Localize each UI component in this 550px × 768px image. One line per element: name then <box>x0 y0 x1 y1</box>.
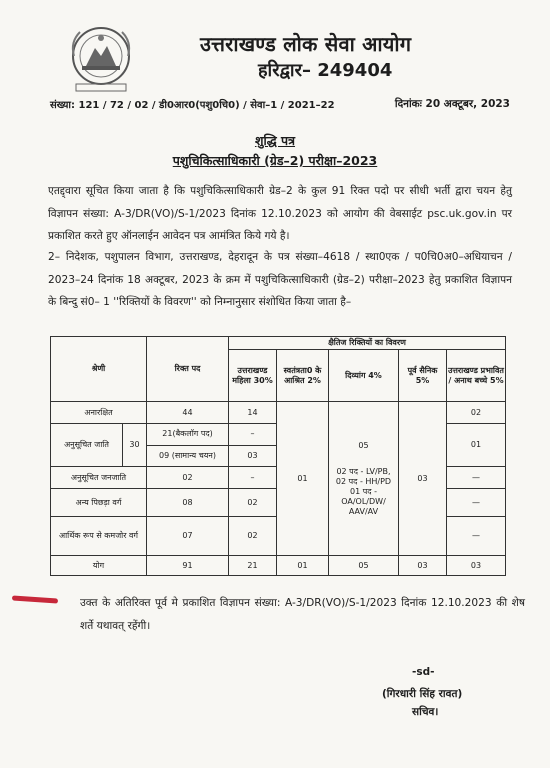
total-divyang: 05 <box>329 556 399 576</box>
org-address: हरिद्वार– 249404 <box>258 60 393 81</box>
row-st-vacancy: 02 <box>147 467 229 489</box>
header-vacancy: रिक्त पद <box>147 337 229 402</box>
row-obc-vacancy: 08 <box>147 489 229 517</box>
row-ews-vacancy: 07 <box>147 517 229 556</box>
signatory-name: (गिरधारी सिंह रावत) <box>382 688 463 700</box>
table-total-row <box>51 556 506 576</box>
row-obc-category: अन्य पिछड़ा वर्ग <box>51 489 147 517</box>
commission-emblem-logo <box>62 22 140 94</box>
table-row <box>51 402 506 424</box>
row-ews-orphan: — <box>447 517 506 556</box>
row-ur-category: अनारक्षित <box>51 402 147 424</box>
paragraph-2: 2– निदेशक, पशुपालन विभाग, उत्तराखण्ड, देहरादून के पत्र संख्या–4618 / स्था0एक / प0चि0अ0–अधियाचन / 2023–24 दिनांक 18 अक्टूबर, 2023 के क्रम में पशुचिकित्साधिकारी (ग्रेड–2) परीक्षा–2023 हेतु प्रकाशित विज्ञापन के बिन्दु सं0– 1 ''रिक्तियों के विवरण'' को निम्नानुसार संशोधित किया जाता है– <box>48 251 512 308</box>
row-obc-women: 02 <box>229 489 277 517</box>
ex-soldier-value: 03 <box>399 402 447 556</box>
red-pen-mark <box>12 595 58 603</box>
header-divyang: दिव्यांग 4% <box>329 350 399 402</box>
row-sc-backlog: 21(बैकलॉग पद) <box>147 423 229 445</box>
total-label: योग <box>51 556 147 576</box>
row-sc-orphan: 01 <box>447 423 506 466</box>
total-women: 21 <box>229 556 277 576</box>
header-orphan: उत्तराखण्ड प्रभावित / अनाथ बच्चे 5% <box>447 350 506 402</box>
row-sc-general: 09 (सामान्य चयन) <box>147 445 229 467</box>
paragraph-1: एतद्द्वारा सूचित किया जाता है कि पशुचिकित्साधिकारी ग्रेड–2 के कुल 91 रिक्त पदो पर सीधी भर्ती द्वारा चयन हेतु विज्ञापन संख्या: A-3/DR(VO)/S-1/2023 दिनांक 12.10.2023 को आयोग की वेबसाईट psc.uk.gov.in पर प्रकाशित करते हुए ऑनलाईन आवेदन पत्र आमंत्रित किये गये है। <box>48 185 512 242</box>
letter-date: दिनांकः 20 अक्टूबर, 2023 <box>394 98 510 110</box>
row-st-orphan: — <box>447 467 506 489</box>
row-ews-women: 02 <box>229 517 277 556</box>
header-freedom-fighter: स्वतंत्रता0 के आश्रित 2% <box>277 350 329 402</box>
vacancy-table <box>50 336 506 576</box>
divyang-detail-4: OA/OL/DW/ <box>341 496 386 506</box>
total-freedom: 01 <box>277 556 329 576</box>
row-sc-backlog-women: – <box>229 423 277 445</box>
header-horizontal-group: क्षैतिज रिक्तियों का विवरण <box>229 337 506 350</box>
row-obc-orphan: — <box>447 489 506 517</box>
row-sc-general-women: 03 <box>229 445 277 467</box>
header-category: श्रेणी <box>51 337 147 402</box>
row-st-category: अनुसूचित जनजाति <box>51 467 147 489</box>
row-st-women: – <box>229 467 277 489</box>
document-subtitle: पशुचिकित्साधिकारी (ग्रेड–2) परीक्षा–2023 <box>172 153 378 168</box>
divyang-detail-1: 02 पद - LV/PB, <box>336 466 391 476</box>
row-sc-total: 30 <box>123 423 147 466</box>
total-orphan: 03 <box>447 556 506 576</box>
divyang-detail-5: AAV/AV <box>348 506 379 516</box>
row-ews-category: आर्थिक रूप से कमजोर वर्ग <box>51 517 147 556</box>
signatory-designation: सचिव। <box>412 706 439 718</box>
row-ur-vacancy: 44 <box>147 402 229 424</box>
row-sc-category: अनुसूचित जाति <box>51 423 123 466</box>
divyang-total: 05 <box>358 440 369 450</box>
divyang-detail-3: 01 पद - <box>350 486 377 496</box>
divyang-cell <box>329 402 399 556</box>
header-ex-soldier: पूर्व सैनिक 5% <box>399 350 447 402</box>
org-name: उत्तराखण्ड लोक सेवा आयोग <box>200 32 412 56</box>
total-vacancy: 91 <box>147 556 229 576</box>
row-ur-orphan: 02 <box>447 402 506 424</box>
total-ex-soldier: 03 <box>399 556 447 576</box>
row-ur-women: 14 <box>229 402 277 424</box>
signature-sd: -sd- <box>412 666 435 678</box>
reference-number: संख्या: 121 / 72 / 02 / डी0आर0(पशु0चि0) / सेवा–1 / 2021–22 <box>50 100 335 111</box>
divyang-detail-2: 02 पद - HH/PD <box>335 476 392 486</box>
document-title: शुद्धि पत्र <box>254 133 296 148</box>
paragraph-3: उक्त के अतिरिक्त पूर्व मे प्रकाशित विज्ञापन संख्या: A-3/DR(VO)/S-1/2023 दिनांक 12.10.2023 की शेष शर्ते यथावत् रहेंगी। <box>80 597 525 632</box>
header-women: उत्तराखण्ड महिला 30% <box>229 350 277 402</box>
freedom-fighter-value: 01 <box>277 402 329 556</box>
